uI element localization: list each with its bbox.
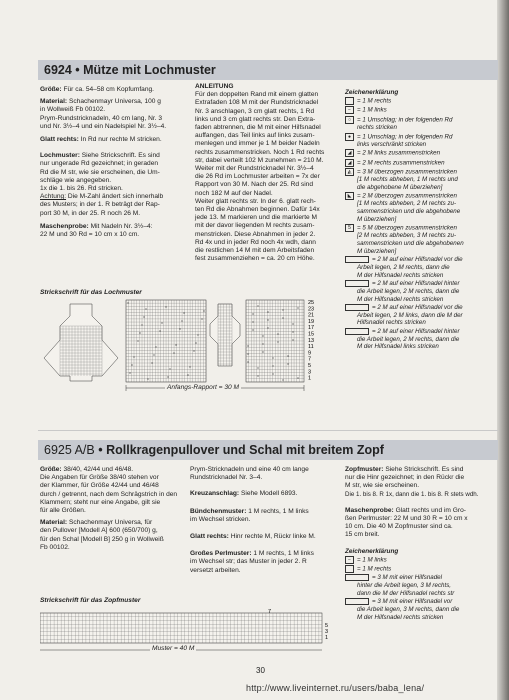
stitch-mark <box>137 340 138 341</box>
stitch-symbol-icon: − <box>345 106 354 114</box>
text-line: jede 13. M markieren und die markierte M <box>195 214 318 222</box>
stitch-mark <box>169 368 170 369</box>
legend-item <box>345 256 464 279</box>
row-label: 13 <box>308 337 315 344</box>
stitch-symbol-icon <box>345 97 354 105</box>
section-header-6924 <box>38 60 498 80</box>
section1-legend <box>345 89 464 352</box>
stitch-symbol-icon <box>345 280 369 287</box>
stitch-mark <box>129 372 130 373</box>
legend-item <box>345 224 464 255</box>
legend-text: = 1 M links <box>357 556 387 564</box>
text-line: ten Rd die Abnahmen beginnen. Dafür 14x <box>195 206 320 214</box>
stitch-mark <box>151 362 152 363</box>
stitch-mark <box>282 317 283 318</box>
text-line: versetzt arbeiten. <box>190 566 241 574</box>
legend-text: M überziehen] <box>357 247 397 255</box>
stitch-mark <box>252 329 253 330</box>
text-line: Rd die M str, wie sie erscheinen, die Um- <box>40 168 160 176</box>
anleitung-text <box>195 91 324 263</box>
row-label: 19 <box>308 318 315 325</box>
text-line: Fb 00102. <box>40 543 70 551</box>
legend-item <box>345 280 464 303</box>
row-label: 5 <box>325 623 329 629</box>
legend-item <box>345 106 464 114</box>
stitch-mark <box>282 379 283 380</box>
text-line: nur ungerade Rd gezeichnet; in geraden <box>40 160 159 168</box>
label-material: Material: <box>40 98 68 106</box>
stitch-mark <box>131 364 132 365</box>
text-line: links und 3 cm glatt rechts str. Den Extra- <box>195 115 316 123</box>
text-line: Prym-Rundstricknadeln, 40 cm lang, Nr. 3 <box>40 114 163 122</box>
text-line: für alle Größen. <box>40 507 86 515</box>
legend-text: = 2 M auf einer Hilfsnadel vor die <box>372 304 463 312</box>
row-label: 25 <box>308 300 315 306</box>
stitch-mark <box>145 308 146 309</box>
legend-text: = 2 M überzogen zusammenstricken <box>357 192 457 200</box>
text-line: nur die Hinr gezeichnet; in den Rückr die <box>345 474 465 482</box>
page-number: 30 <box>256 666 265 675</box>
text-line: Siehe Strickschrift. Es sind <box>385 466 464 473</box>
stitch-mark <box>287 355 288 356</box>
section2-col3 <box>345 466 478 622</box>
stitch-mark <box>262 351 263 352</box>
label-kreuzanschlag: Kreuzanschlag: <box>190 490 240 498</box>
text-line: rechts zusammenstricken. Noch 1 Rd rechts <box>195 148 325 156</box>
text-line: Weiter glatt rechts str. In der 6. glatt rech- <box>195 197 316 205</box>
row-label: 15 <box>308 331 315 338</box>
legend-item <box>345 328 464 351</box>
legend-text: = 2 M auf einer Hilfsnadel hinter <box>372 328 460 336</box>
section1-col1 <box>40 86 166 243</box>
text-line: 10 cm. Die 40 M Zopfmuster sind ca. <box>345 523 453 531</box>
stitch-mark <box>297 307 298 308</box>
text-block <box>40 474 177 514</box>
stitch-mark <box>133 356 134 357</box>
text-line: den Pullover [Modell A] 600 (650/700) g, <box>40 527 158 535</box>
stitch-mark <box>292 323 293 324</box>
label-perlmuster: Großes Perlmuster: <box>190 550 252 558</box>
row-label: 7 <box>308 356 312 363</box>
legend-text: = 1 M rechts <box>357 565 392 573</box>
stitch-mark <box>139 332 140 333</box>
stitch-mark <box>272 373 273 374</box>
legend-text: sammenstricken und die abgehobene <box>357 208 461 216</box>
stitch-mark <box>147 378 148 379</box>
text-line: Die Angaben für Größe 38/40 stehen vor <box>40 474 159 482</box>
text-line: des Musters; in der 1. R beträgt der Rap- <box>40 201 160 209</box>
text-line: Siehe Modell 6893. <box>240 490 298 498</box>
text-line: 1x die 1. bis 26. Rd stricken. <box>40 185 123 193</box>
text-line: M str, wie sie erscheinen. <box>345 482 420 490</box>
watermark-url: http://www.liveinternet.ru/users/baba_lena/ <box>246 683 425 693</box>
stitch-symbol-icon <box>345 256 369 263</box>
legend-item <box>345 97 464 105</box>
section-number: 6924 <box>44 63 72 77</box>
text-line: 1 M rechts, 1 M links <box>253 550 314 558</box>
text-line: der Klammer, für Größe 42/44 und 46/48 <box>40 482 159 490</box>
legend-text: = 5 M überzogen zusammenstricken <box>357 224 457 232</box>
section-header-6925 <box>38 440 498 460</box>
label-maschenprobe: Maschenprobe: <box>40 222 89 230</box>
text-line: im Wechsel str; das Muster in jeder 2. R <box>190 558 307 566</box>
stitch-mark <box>143 316 144 317</box>
section-divider <box>38 430 498 431</box>
text-line: menstricken. Diese Abnahmen in jeder 2. <box>195 230 316 238</box>
zopfmuster-chart-title: Strickschrift für das Zopfmuster <box>40 597 141 604</box>
label-maschenprobe: Maschenprobe: <box>345 506 394 514</box>
section2-col2 <box>190 466 316 579</box>
stitch-mark <box>247 361 248 362</box>
text-line: Rundstricknadel Nr. 3–4. <box>190 474 263 482</box>
legend-item <box>345 574 478 597</box>
legend-text: = 1 Umschlag; in der folgenden Rd <box>357 133 453 141</box>
legend-text: [2 M rechts abheben, 3 M rechts zu- <box>357 232 457 240</box>
stitch-mark <box>203 310 204 311</box>
text-line: durch / getrennt, nach dem Schrägstrich in den <box>40 490 178 498</box>
text-block <box>40 527 164 550</box>
text-line: 1 M rechts, 1 M links <box>248 507 309 515</box>
text-block <box>345 515 468 538</box>
section2-col1 <box>40 466 177 556</box>
stitch-symbol-icon: ○ <box>345 116 354 124</box>
legend-text: [1 M rechts abheben, 2 M rechts zu- <box>357 200 457 208</box>
stitch-mark <box>272 357 273 358</box>
label-glatt: Glatt rechts: <box>40 136 79 144</box>
legend-item <box>345 565 478 573</box>
stitch-mark <box>247 345 248 346</box>
lochmuster-chart <box>40 296 340 392</box>
legend-text: [1 M rechts abheben, 1 M rechts und <box>357 176 458 184</box>
stitch-symbol-icon <box>345 328 369 335</box>
text-line: Mit Nadeln Nr. 3½–4: <box>90 222 153 230</box>
stitch-mark <box>193 350 194 351</box>
zopfmuster-rapport-label: Muster = 40 M <box>152 645 195 652</box>
stitch-mark <box>161 322 162 323</box>
legend-text: die abgehobene M überziehen] <box>357 183 443 191</box>
stitch-mark <box>183 312 184 313</box>
stitch-mark <box>195 342 196 343</box>
row-label: 21 <box>308 312 315 319</box>
stitch-mark <box>272 365 273 366</box>
text-line: Extrafaden 108 M mit der Rundstricknadel <box>195 99 319 107</box>
text-line: Siehe Strickschrift. Es sind <box>81 152 160 160</box>
legend-items <box>345 556 478 621</box>
stitch-symbol-icon <box>345 565 354 573</box>
stitch-mark <box>292 339 293 340</box>
text-line: 15 cm breit. <box>345 531 380 539</box>
text-line: fest zusammenziehen = ca. 20 cm Höhe. <box>195 255 315 263</box>
stitch-symbol-icon: − <box>345 556 354 564</box>
legend-text: = 3 M mit einer Hilfsnadel vor <box>372 598 453 606</box>
legend-text: = 2 M auf einer Hilfsnadel hinter <box>372 280 460 288</box>
text-line: Schachenmayr Universa, für <box>68 519 153 527</box>
text-line: Glatt rechts und im Gro- <box>395 506 466 514</box>
row-label: 9 <box>308 350 312 357</box>
stitch-mark <box>167 376 168 377</box>
legend-text: Hilfsnadel rechts stricken <box>357 319 426 327</box>
text-line: Hinr rechte M, Rückr linke M. <box>230 533 316 541</box>
label-zopfmuster: Zopfmuster: <box>345 466 384 473</box>
label-buendchen: Bündchenmuster: <box>190 507 247 515</box>
section1-col2 <box>195 83 324 263</box>
legend-text: = 2 M auf einer Hilfsnadel vor die <box>372 256 463 264</box>
stitch-symbol-icon: ● <box>345 133 354 141</box>
text-line: im Wechsel stricken. <box>190 515 251 523</box>
legend-text: sammenstricken und die abgehobenen <box>357 240 464 248</box>
legend-text: M der Hilfsnadel links stricken <box>357 343 439 351</box>
stitch-mark <box>159 330 160 331</box>
section-title: • Mütze mit Lochmuster <box>75 63 216 77</box>
stitch-mark <box>247 353 248 354</box>
legend-item <box>345 192 464 223</box>
text-line: schläge wie angegeben. <box>40 176 112 184</box>
stitch-mark <box>252 321 253 322</box>
legend-title: Zeichenerklärung <box>345 89 399 96</box>
stitch-mark <box>187 374 188 375</box>
text-line: und Nr. 3½–4 und ein Nadelspiel Nr. 3½–4. <box>40 122 167 130</box>
stitch-mark <box>267 327 268 328</box>
legend-text: = 2 M rechts zusammenstricken <box>357 159 445 167</box>
label-material: Material: <box>40 519 68 527</box>
row-label: 3 <box>308 369 312 376</box>
legend-item <box>345 149 464 157</box>
row-label: 17 <box>308 325 315 332</box>
book-spine-shadow <box>497 0 509 700</box>
stitch-mark <box>201 318 202 319</box>
stitch-mark <box>173 352 174 353</box>
stitch-symbol-icon: ◢ <box>345 159 354 167</box>
stitch-mark <box>277 341 278 342</box>
text-line: Klammern; steht nur eine Angabe, gilt sie <box>40 498 161 506</box>
legend-text: = 2 M links zusammenstricken <box>357 149 441 157</box>
stitch-mark <box>155 346 156 347</box>
label-groesse: Größe: <box>40 466 62 473</box>
text-line: str, dabei verteilt 102 M zunehmen = 210 M. <box>195 156 324 164</box>
stitch-mark <box>277 333 278 334</box>
stitch-mark <box>262 343 263 344</box>
lochmuster-chart-title: Strickschrift für das Lochmuster <box>40 289 142 296</box>
legend-item <box>345 168 464 191</box>
legend-item <box>345 159 464 167</box>
legend-text: hinter die Arbeit legen, 3 M rechts, <box>357 582 452 590</box>
text-line: faden abtrennen, die M mit einer Hilfsnadel <box>195 124 321 132</box>
legend-text: M der Hilfsnadel rechts stricken <box>357 271 444 279</box>
stitch-symbol-icon: 5 <box>345 224 354 232</box>
stitch-mark <box>181 320 182 321</box>
section-title: • Rollkragenpullover und Schal mit breitem Zopf <box>98 443 384 457</box>
legend-text: = 1 M links <box>357 107 387 115</box>
stitch-mark <box>257 305 258 306</box>
legend-text: = 1 M rechts <box>357 97 392 105</box>
legend-item <box>345 133 464 149</box>
text-line: für den Schal [Modell B] 250 g in Wollweiß <box>40 535 164 543</box>
legend-item <box>345 304 464 327</box>
legend-text: = 1 Umschlag; in der folgenden Rd <box>357 116 453 124</box>
text-line: ßen Perlmuster: 22 M und 30 R = 10 cm x <box>345 515 468 523</box>
text-line: noch 182 M auf der Nadel. <box>195 189 273 197</box>
stitch-mark <box>257 375 258 376</box>
stitch-mark <box>297 377 298 378</box>
stitch-mark <box>141 324 142 325</box>
text-line: 38/40, 42/44 und 46/48. <box>63 466 134 473</box>
text-line: port 30 M, in der 25. R noch 26 M. <box>40 209 141 217</box>
text-line: Prym-Stricknadeln und eine 40 cm lange <box>190 466 309 473</box>
legend-items <box>345 97 464 351</box>
stitch-mark <box>267 319 268 320</box>
stitch-symbol-icon <box>345 304 369 311</box>
stitch-symbol-icon <box>345 598 369 605</box>
legend-text: Arbeit legen, 2 M links, dann die M der <box>357 311 463 319</box>
text-line: die 26 Rd im Lochmuster arbeiten = 7x der <box>195 173 320 181</box>
text-line: Rd 4x und in jeder Rd noch 4x wdh, dann <box>195 238 316 246</box>
legend-text: M der Hilfsnadel rechts stricken <box>357 295 444 303</box>
legend-text: die Arbeit legen, 2 M rechts, dann die <box>357 335 460 343</box>
legend-text: = 3 M überzogen zusammenstricken <box>357 168 457 176</box>
label-groesse: Größe: <box>40 86 62 93</box>
row-label: 5 <box>308 363 312 369</box>
stitch-mark <box>292 331 293 332</box>
row-label: 11 <box>308 344 314 351</box>
label-achtung: Achtung: <box>40 193 67 201</box>
text-line: die restlichen 14 M mit dem Arbeitsfaden <box>195 247 315 255</box>
row-label: 1 <box>325 635 329 641</box>
section-number: 6925 A/B <box>44 443 95 457</box>
stitch-mark <box>267 311 268 312</box>
stitch-mark <box>257 367 258 368</box>
legend-item <box>345 116 464 132</box>
text-line: in Wollweiß Fb 00102. <box>40 106 106 114</box>
stitch-mark <box>282 309 283 310</box>
row-label: 1 <box>308 375 312 382</box>
text-line: Die 1. bis 8. R 1x, dann die 1. bis 8. R stets wdh. <box>345 490 479 498</box>
stitch-mark <box>189 366 190 367</box>
text-line: mit der davor liegenden M rechts zusam- <box>195 222 315 230</box>
legend-text: links verschränkt stricken <box>357 140 427 148</box>
label-glatt: Glatt rechts: <box>190 533 229 541</box>
legend-text: dann die M der Hilfsnadel rechts str <box>357 589 455 597</box>
text-line: Weiter mit der Rundstricknadel Nr. 3½–4 <box>195 165 314 173</box>
text-line: menlegen und immer je 1 M beider Nadeln <box>195 140 320 148</box>
stitch-mark <box>153 354 154 355</box>
text-line: Schachenmayr Universa, 100 g <box>68 98 161 106</box>
text-line: In Rd nur rechte M stricken. <box>80 136 162 144</box>
text-line: Nr. 3 anschlagen, 3 cm glatt rechts, 1 Rd <box>195 107 315 115</box>
legend-item <box>345 556 478 564</box>
stitch-mark <box>252 313 253 314</box>
legend-text: Arbeit legen, 2 M rechts, dann die <box>357 263 450 271</box>
legend-text: die Arbeit legen, 2 M rechts, dann die <box>357 287 460 295</box>
legend-text: M der Hilfsnadel rechts stricken <box>357 613 444 621</box>
legend-item <box>345 598 478 621</box>
text-line: Für den doppelten Rand mit einem glatten <box>195 91 319 99</box>
legend-text: die Arbeit legen, 3 M rechts, dann die <box>357 605 460 613</box>
lochmuster-rapport-label: Anfangs-Rapport = 30 M <box>167 384 240 391</box>
legend-text: = 3 M mit einer Hilfsnadel <box>372 574 442 582</box>
stitch-mark <box>262 335 263 336</box>
legend-title: Zeichenerklärung <box>345 547 399 555</box>
text-line: Die M-Zahl ändert sich innerhalb <box>67 193 164 201</box>
stitch-symbol-icon: ◢ <box>345 149 354 157</box>
stitch-symbol-icon: ◣ <box>345 192 354 200</box>
anleitung-heading: ANLEITUNG <box>195 83 234 90</box>
stitch-mark <box>127 302 128 303</box>
text-groesse: Für ca. 54–58 cm Kopfumfang. <box>63 86 154 93</box>
text-line: auffangen, das Teil links auf links zusam- <box>195 132 315 140</box>
text-line: Rapport von 30 M. Nach der 25. Rd sind <box>195 181 314 189</box>
legend-text: rechts stricken <box>357 123 397 131</box>
stitch-mark <box>165 306 166 307</box>
row-label: 23 <box>308 306 315 313</box>
legend-text: M überziehen] <box>357 215 397 223</box>
stitch-symbol-icon <box>345 574 369 581</box>
stitch-mark <box>197 334 198 335</box>
text-line: 22 M und 30 Rd = 10 cm x 10 cm. <box>40 231 140 239</box>
row-label: 7 <box>268 609 272 615</box>
row-label: 3 <box>325 629 329 635</box>
stitch-symbol-icon: ◭ <box>345 168 354 176</box>
label-lochmuster: Lochmuster: <box>40 152 80 160</box>
stitch-mark <box>175 344 176 345</box>
stitch-mark <box>287 363 288 364</box>
stitch-mark <box>179 328 180 329</box>
